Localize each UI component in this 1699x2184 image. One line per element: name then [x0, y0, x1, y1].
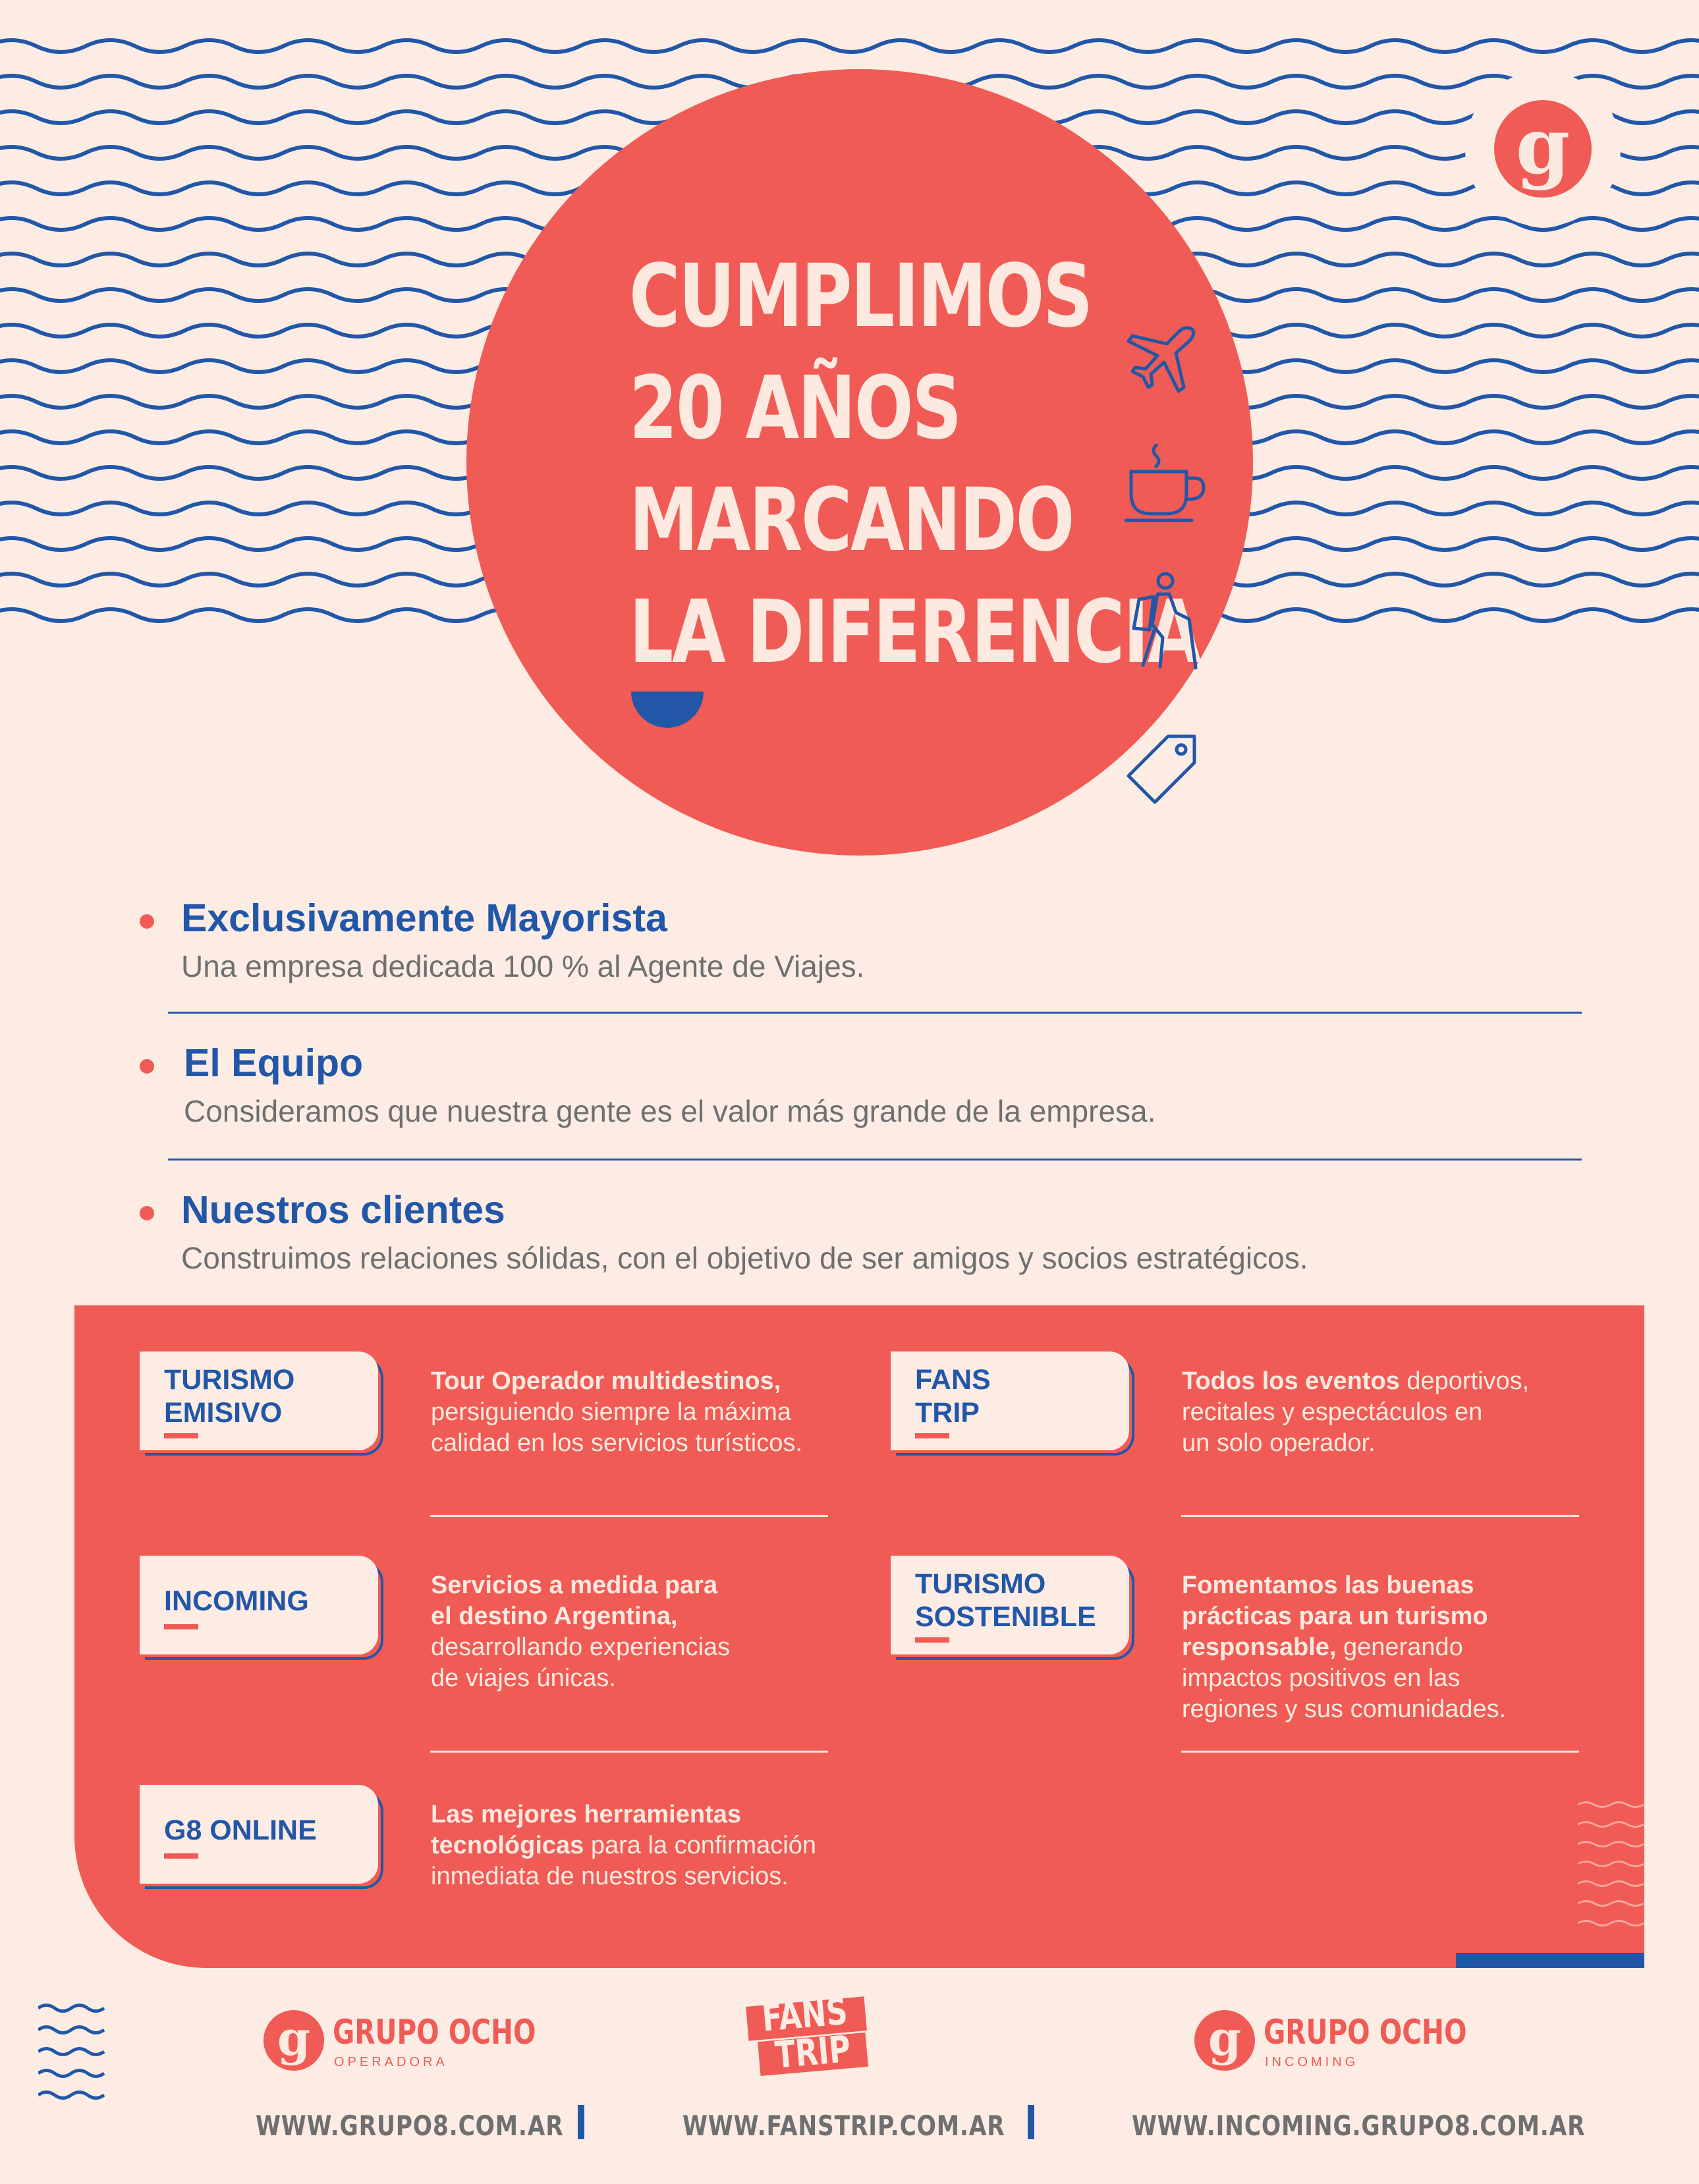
divider	[168, 1159, 1582, 1160]
tag-label: TRIP	[915, 1397, 980, 1429]
description-line	[431, 1799, 816, 1830]
logo-name-2: TRIP	[773, 2028, 852, 2077]
hero-line-1: CUMPLIMOS	[629, 246, 1092, 347]
description-line	[1182, 1632, 1506, 1663]
feature-title: Nuestros clientes	[181, 1188, 505, 1232]
description-bold: Servicios a medida para	[431, 1571, 718, 1599]
feature-description: Construimos relaciones sólidas, con el objetivo de ser amigos y socios estratégicos.	[181, 1241, 1308, 1275]
description-line	[431, 1397, 802, 1428]
footer-wave-line	[38, 2092, 104, 2098]
hero-line-2: 20 AÑOS	[629, 358, 961, 459]
feature-title: Exclusivamente Mayorista	[181, 896, 667, 940]
footer-wave-line	[38, 2049, 104, 2055]
mini-wave-line	[1578, 1882, 1644, 1886]
url-grupo8[interactable]: WWW.GRUPO8.COM.AR	[256, 2110, 564, 2142]
description-bold: el destino Argentina,	[431, 1602, 678, 1630]
g8-logo-icon: g	[1194, 2010, 1255, 2071]
hero-line-3: MARCANDO	[629, 470, 1073, 571]
hiker-icon	[1123, 572, 1202, 670]
half-circle-accent	[631, 692, 704, 728]
description-bold: prácticas para un turismo	[1182, 1602, 1488, 1630]
logo-sub: OPERADORA	[334, 2055, 448, 2069]
mini-wave-line	[1578, 1822, 1644, 1827]
footer-wave-pattern	[38, 1999, 111, 2111]
tag-label: SOSTENIBLE	[915, 1601, 1096, 1633]
wave-line	[0, 40, 1699, 52]
description-text: calidad en los servicios turísticos.	[431, 1429, 802, 1457]
description-line	[1182, 1397, 1529, 1428]
description-line	[431, 1663, 730, 1694]
divider	[168, 1012, 1582, 1014]
description-line	[431, 1601, 730, 1632]
mini-wave-line	[1578, 1901, 1644, 1906]
description-text: deportivos,	[1399, 1367, 1530, 1395]
description-text: para la confirmación	[584, 1832, 817, 1859]
airplane-icon	[1123, 321, 1202, 400]
description-bold: Las mejores herramientas	[431, 1801, 742, 1828]
tag-underline	[164, 1624, 198, 1629]
service-tag-fans-trip	[891, 1351, 1133, 1452]
description-bold: Fomentamos las buenas	[1182, 1571, 1474, 1599]
description-text: impactos positivos en las	[1182, 1664, 1461, 1692]
footer-wave-line	[38, 2071, 104, 2077]
feature-description: Una empresa dedicada 100 % al Agente de Viajes.	[181, 949, 865, 983]
tag-underline	[915, 1433, 949, 1438]
logo-name: GRUPO OCHO	[1264, 2013, 1467, 2052]
footer-wave-line	[38, 2006, 104, 2011]
feature-description: Consideramos que nuestra gente es el valor más grande de la empresa.	[184, 1094, 1156, 1128]
description-line	[1182, 1570, 1506, 1601]
description-line	[431, 1366, 802, 1397]
service-tag-turismo-sostenible	[891, 1556, 1133, 1656]
description-text: desarrollando experiencias	[431, 1633, 731, 1661]
blue-accent-bar	[1456, 1953, 1644, 1968]
mini-wave-line	[1578, 1803, 1644, 1807]
description-line	[431, 1570, 730, 1601]
description-line	[431, 1632, 730, 1663]
tag-label: G8 ONLINE	[164, 1815, 317, 1846]
description-line	[1182, 1428, 1529, 1459]
coffee-cup-icon	[1123, 440, 1209, 526]
tag-label: FANS	[915, 1364, 991, 1396]
divider	[430, 1515, 828, 1517]
tag-label: INCOMING	[164, 1585, 309, 1617]
logo-sub: INCOMING	[1265, 2055, 1359, 2069]
url-fanstrip[interactable]: WWW.FANSTRIP.COM.AR	[682, 2110, 1005, 2142]
description-line	[1182, 1366, 1529, 1397]
service-description	[1182, 1366, 1529, 1459]
description-line	[1182, 1601, 1506, 1632]
mini-wave-line	[1578, 1921, 1644, 1926]
description-bold: Todos los eventos	[1182, 1367, 1400, 1395]
price-tag-icon	[1123, 731, 1202, 810]
description-line	[431, 1428, 802, 1459]
tag-label: TURISMO	[164, 1364, 295, 1396]
description-line	[431, 1830, 816, 1861]
tag-underline	[164, 1853, 198, 1859]
logo-name: FANS	[760, 1990, 850, 2040]
divider	[430, 1751, 828, 1753]
bullet-dot	[140, 914, 154, 929]
description-text: generando	[1336, 1633, 1463, 1661]
bullet-dot	[140, 1206, 154, 1220]
description-bold: Tour Operador multidestinos,	[431, 1367, 781, 1395]
mini-wave-line	[1578, 1842, 1644, 1847]
service-tag-g8-online	[140, 1785, 382, 1885]
description-text: persiguiendo siempre la máxima	[431, 1398, 792, 1426]
description-text: un solo operador.	[1182, 1429, 1376, 1457]
mini-wave-line	[1578, 1862, 1644, 1867]
feature-title: El Equipo	[184, 1041, 364, 1085]
service-description	[1182, 1570, 1506, 1725]
grupo8-logo-icon	[1494, 100, 1592, 198]
description-bold: tecnológicas	[431, 1832, 584, 1859]
description-line	[431, 1861, 816, 1892]
hero-headline	[629, 240, 1200, 688]
service-description	[431, 1366, 802, 1459]
footer-wave-line	[38, 2027, 104, 2033]
panel-wave-pattern	[1578, 1798, 1644, 1943]
description-text: inmediata de nuestros servicios.	[431, 1863, 789, 1890]
divider	[1181, 1751, 1579, 1753]
hero-line-4: LA DIFERENCIA	[629, 582, 1200, 683]
logo-name: GRUPO OCHO	[333, 2013, 536, 2052]
separator	[1028, 2105, 1034, 2139]
fans-trip-logo	[743, 1990, 872, 2078]
tag-label: TURISMO	[915, 1568, 1046, 1600]
url-incoming[interactable]: WWW.INCOMING.GRUPO8.COM.AR	[1132, 2110, 1586, 2142]
description-text: de viajes únicas.	[431, 1664, 616, 1692]
service-description	[431, 1799, 816, 1892]
divider	[1181, 1515, 1579, 1517]
g8-logo-icon: g	[264, 2010, 324, 2071]
service-tag-turismo-emisivo	[140, 1351, 382, 1452]
tag-underline	[915, 1637, 949, 1643]
logo-letter: g	[1515, 100, 1571, 192]
description-line	[1182, 1694, 1506, 1725]
description-line	[1182, 1663, 1506, 1694]
description-text: regiones y sus comunidades.	[1182, 1695, 1507, 1723]
service-description	[431, 1570, 730, 1694]
tag-label: EMISIVO	[164, 1397, 283, 1429]
service-tag-incoming	[140, 1556, 382, 1656]
separator	[578, 2105, 584, 2139]
tag-underline	[164, 1433, 198, 1438]
description-bold: responsable,	[1182, 1633, 1337, 1661]
bullet-dot	[140, 1059, 154, 1074]
description-text: recitales y espectáculos en	[1182, 1398, 1483, 1426]
